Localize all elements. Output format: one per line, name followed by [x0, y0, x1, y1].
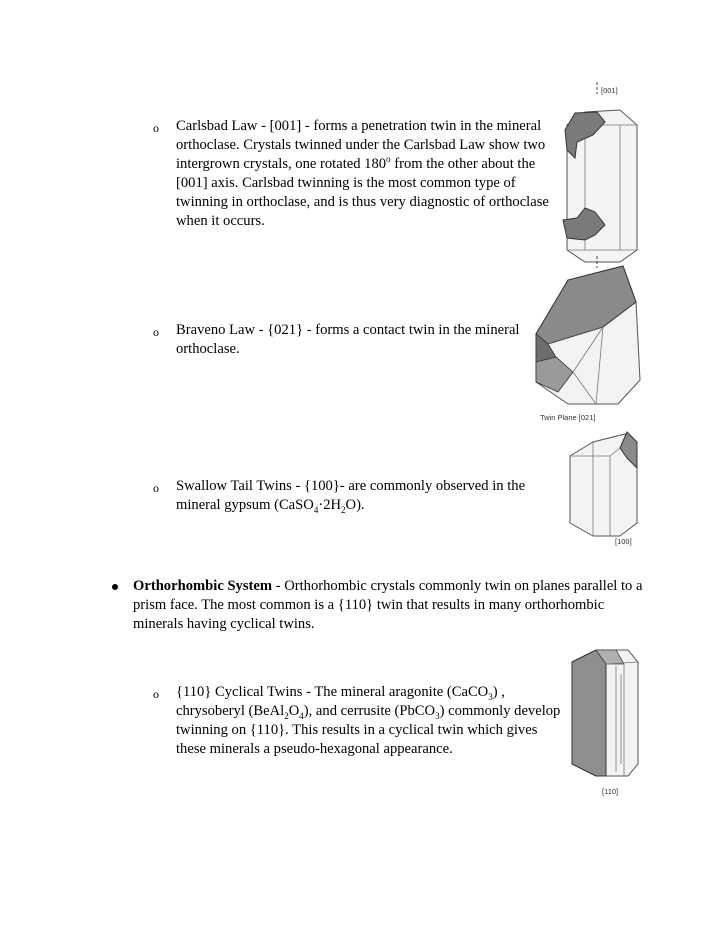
text-line: mineral gypsum $(CaSO_4\cdot 2H_2O)$.: [176, 497, 365, 515]
section-heading: Orthorhombic System: [133, 578, 273, 594]
cyclical-twins-paragraph: [176, 683, 576, 759]
axis-label: [100]: [615, 537, 632, 546]
sub-bullet: o: [153, 687, 159, 701]
text-line: orthoclase.: [176, 341, 240, 357]
text-line: orthoclase. Crystals twinned under the Carlsbad Law show two: [176, 137, 546, 153]
text-line: when it occurs.: [176, 213, 265, 229]
text-line: {110} Cyclical Twins - The mineral aragonite (CaCO$_3$) ,: [176, 684, 505, 702]
twin-plane-label: Twin Plane [021]: [540, 413, 596, 422]
swallow-tail-figure: [565, 428, 645, 546]
text-line: these minerals a pseudo-hexagonal appearance.: [176, 741, 453, 757]
text-line: minerals having cyclical twins.: [133, 616, 315, 632]
braveno-paragraph: [176, 321, 536, 359]
text-line: twinning in orthoclase, and is thus very diagnostic of orthoclase: [176, 194, 549, 210]
main-bullet: [112, 584, 118, 590]
orthorhombic-paragraph: [133, 577, 653, 634]
text-line: [001] axis. Carlsbad twinning is the most common type of: [176, 175, 516, 191]
text-line: Carlsbad Law - [001] - forms a penetration twin in the mineral: [176, 118, 542, 134]
text-line: twinning on {110}. This results in a cyclical twin which gives: [176, 722, 538, 738]
axis-label: [110]: [602, 787, 619, 796]
text-line: Swallow Tail Twins - {100}- are commonly observed in the: [176, 478, 526, 494]
text-line: Braveno Law - {021} - forms a contact twin in the mineral: [176, 322, 520, 338]
sub-bullet: o: [153, 325, 159, 339]
sub-bullet: o: [153, 121, 159, 135]
sub-bullet: o: [153, 481, 159, 495]
carlsbad-paragraph: [176, 117, 556, 231]
axis-label: [001]: [601, 86, 618, 95]
text-line: intergrown crystals, one rotated 180$^o$ from the other about the: [176, 154, 536, 172]
cyclical-twin-figure: [566, 644, 646, 799]
carlsbad-twin-figure: [555, 80, 655, 270]
text-line: prism face. The most common is a {110} twin that results in many orthorhombic: [133, 597, 605, 613]
swallow-tail-paragraph: [176, 477, 536, 515]
braveno-twin-figure: [528, 262, 648, 430]
text-line: Orthorhombic System - Orthorhombic crystals commonly twin on planes parallel to a: [133, 578, 643, 594]
text-line: chrysoberyl $(BeAl_2O_4)$, and cerrusite (PbCO$_3$) commonly develop: [176, 703, 561, 721]
